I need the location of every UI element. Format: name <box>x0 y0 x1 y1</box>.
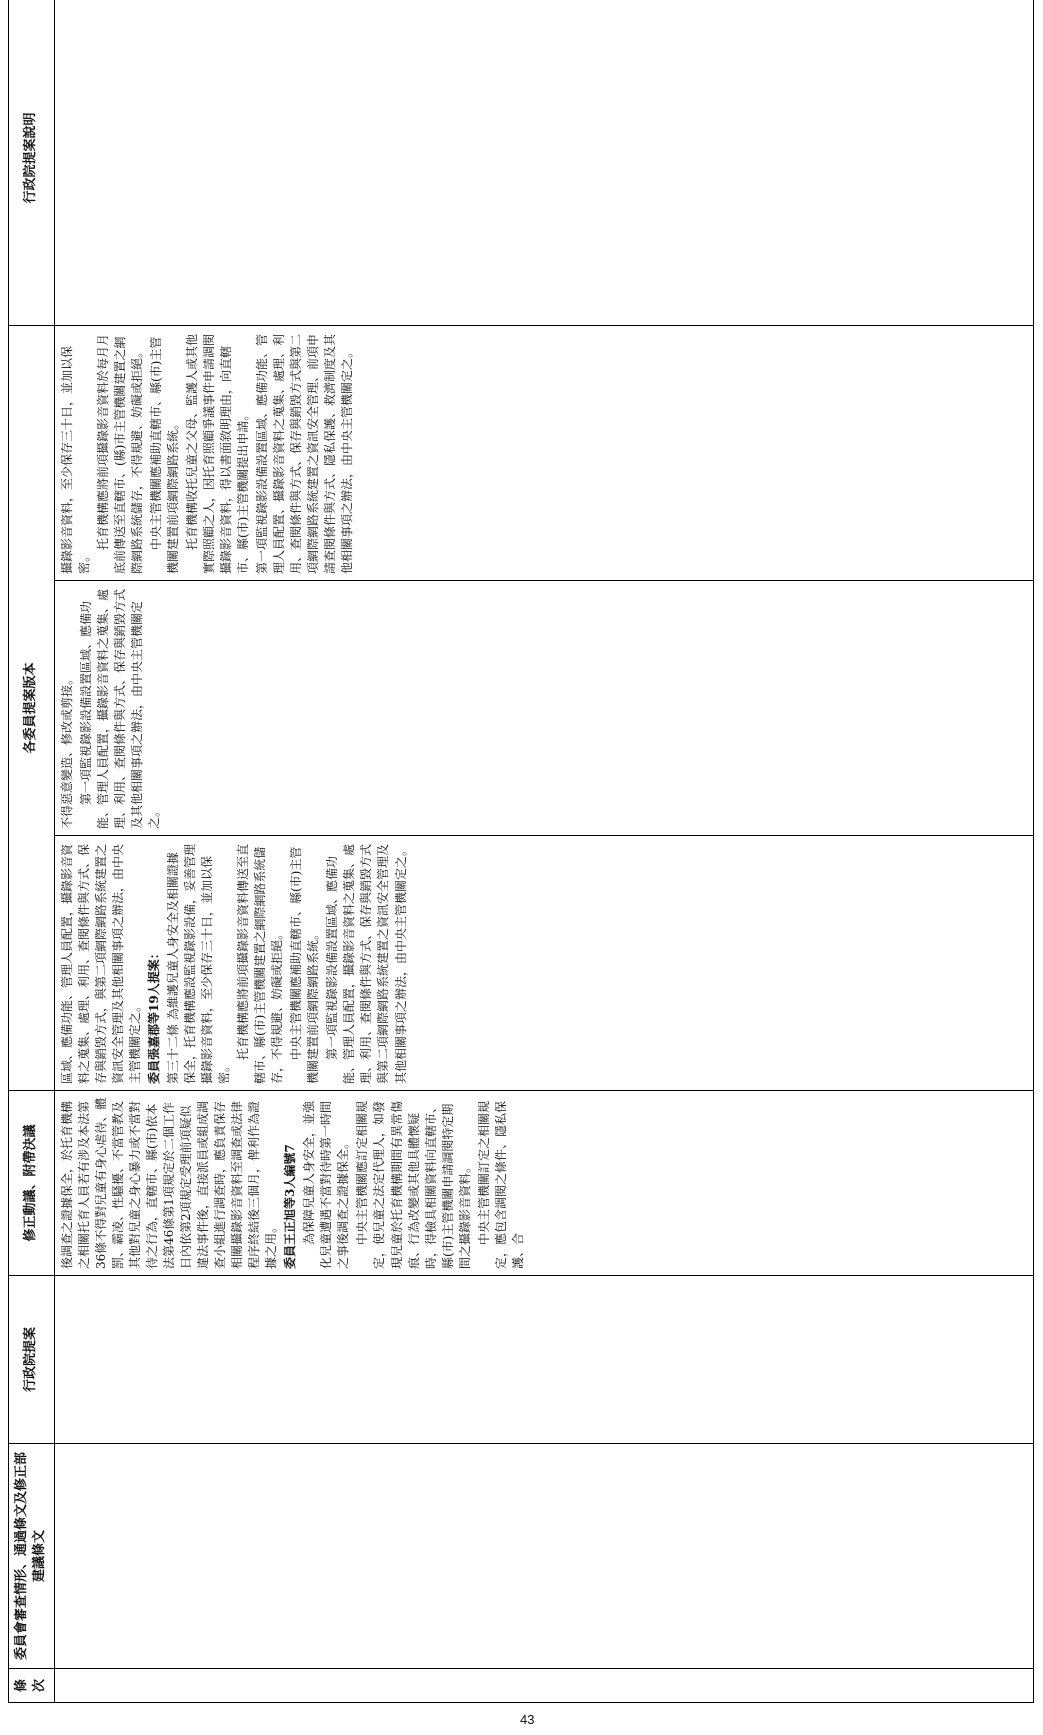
amendment-paragraph: 後調查之證據保全，於托育機構之相關托育人員若有涉及本法第36條不得對兒童有身心虐待、體罰、霸凌、性騷擾、不當管教及其他對兒童之身心暴力或不當對待之行為，直轄市、縣(市)依本法第46條第1項規定於二個工作日內依第2項規定受理前項疑似違法事件後，直接派員或組成調查小組進行調查時，應負責保存相關攝錄影音資料至調查或法律程序終結後三個月，俾利作為證據之用。 <box>59 1097 279 1269</box>
amendment-paragraph: 中央主管機關應訂定相關規定，使兒童之法定代理人，如發現兒童於托育機構期間有異常傷痕、行為改變或其他具體懷疑時，得檢具相關資料向直轄市、縣(市)主管機關申請調閱特定期間之攝錄影音資料。 <box>355 1100 472 1269</box>
cell-clause <box>54 1669 1033 1703</box>
members-paragraph: 區域、應備功能、管理人員配置，攝錄影音資料之蒐集、處理、利用、查閱條件與方式、保存與銷毀方式，與第二項網際網路系統建置之資訊安全管理及其他相關事項之辦法，由中央主管機關定之。 <box>59 843 143 1084</box>
members-paragraph: 不得惡意變造、修改或剪接。 <box>59 672 74 829</box>
comparison-table <box>8 0 1034 1703</box>
members-paragraph: 中央主管機關應補助直轄市、縣(市)主管機關建置前項網際網路系統。 <box>289 846 321 1084</box>
members-paragraph: 托育機構應將前項攝錄影音資料傳送至直轄市、縣(市)主管機關建置之網際網路系統儲存，不得規避、妨礙或拒絕。 <box>236 843 285 1084</box>
cell-committee <box>54 1444 1033 1669</box>
members-paragraph: 第一項監視錄影設備設置區域、應備功能、管理人員配置、攝錄影音資料之蒐集、處理、利用、查閱條件與方式、保存與銷毀方式與第二項網際網路系統建置之資訊安全管理、前項申請查閱條件與方式、隱私保護、救濟制度及其他相關事項之辦法，由中央主管機關定之。 <box>255 333 355 574</box>
header-clause: 條次 <box>9 1669 55 1703</box>
amendment-paragraph: 為保障兒童人身安全，並強化兒童遭遇不當對待時第一時間之事後調查之證據保全。 <box>302 1100 351 1269</box>
members-paragraph: 第一項監視錄影設備設置區域、應備功能、管理人員配置，攝錄影音資料之蒐集、處理、利用、查閱條件與方式、保存與銷毀方式及其他相關事項之辦法，由中央主管機關定之。 <box>78 588 162 829</box>
header-members: 各委員提案版本 <box>9 326 55 1091</box>
table-body-row <box>54 0 1033 1703</box>
cell-members-3 <box>54 326 1033 581</box>
members-paragraph: 托育機構應將前項攝錄影音資料於每月月底前傳送至直轄市、(縣)市主管機關建置之網際網路系統儲存，不得規避、妨礙或拒絕。 <box>95 333 145 574</box>
header-committee: 委員會審查情形、通過條文及修正部建議條文 <box>9 1444 55 1669</box>
amendment-proposer: 委員王正旭等3人編號7 <box>283 1144 298 1269</box>
cell-amendment <box>54 1091 1033 1276</box>
members-paragraph: 托育機構收托兒童之父母、監護人或其他實際照顧之人，因托育照顧爭議事件申請調閱攝錄影音資料，得以書面敘明理由，向直轄市、縣(市)主管機關提出申請。 <box>185 333 251 574</box>
members-proposer: 委員張嘉郡等19人提案： <box>147 947 162 1084</box>
cell-members-2 <box>54 581 1033 836</box>
amendment-paragraph: 中央主管機關訂定之相關規定，應包含調閱之條件、隱私保護、合 <box>476 1100 525 1269</box>
page-number: 43 <box>520 1712 535 1727</box>
members-paragraph: 中央主管機關應補助直轄市、縣(市)主管機關建置前項網際網路系統。 <box>149 336 181 574</box>
members-paragraph: 第三十二條 為維護兒童人身安全及相關證據保全，托育機構應設監視錄影設備，妥善管理攝錄影音資料，至少保存三十日，並加以保密。 <box>166 843 232 1084</box>
header-amendment: 修正動議、附帶決議 <box>9 1091 55 1276</box>
cell-explanation <box>54 0 1033 326</box>
header-explanation: 行政院提案說明 <box>9 0 55 326</box>
header-executive: 行政院提案 <box>9 1276 55 1444</box>
members-paragraph: 攝錄影音資料，至少保存三十日，並加以保密。 <box>59 345 91 574</box>
cell-members-1 <box>54 836 1033 1091</box>
cell-executive <box>54 1276 1033 1444</box>
members-paragraph: 第一項監視錄影設備設置區域、應備功能、管理人員配置，攝錄影音資料之蒐集、處理、利用、查閱條件與方式、保存與銷毀方式與第二項網際網路系統建置之資訊安全管理及其他相關事項之辦法，由中央主管機關定之。 <box>325 843 408 1084</box>
table-header-row <box>9 0 55 1703</box>
